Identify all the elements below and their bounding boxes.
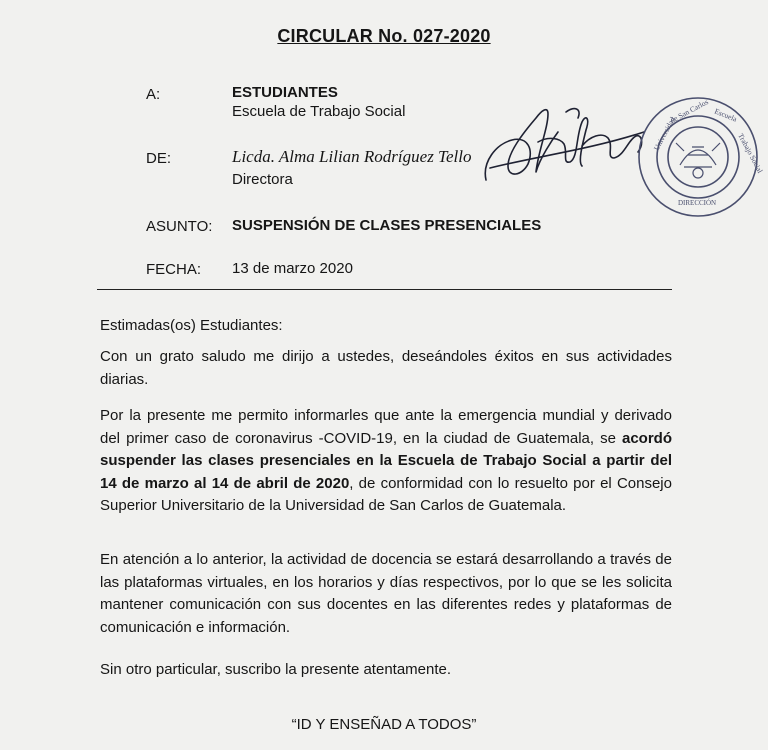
- paragraph-2-emphasis: acordó suspender las clases presenciales en la Escuela de Trabajo Social a partir del 14 de marzo al 14 de abril de 2020: [100, 429, 672, 492]
- paragraph-2-text: Por la presente me permito informarles que ante la emergencia mundial y derivado del primer caso de coronavirus -COVID-19, en la ciudad de Guatemala, se: [100, 407, 672, 447]
- date-label: FECHA:: [146, 261, 202, 278]
- paragraph-2: [100, 405, 672, 518]
- paragraph-3: En atención a lo anterior, la actividad de docencia se estará desarrollando a través de las plataformas virtuales, en los horarios y días respectivos, por lo que se les solicita mantener comunicación con sus docentes en las diferentes redes y plataformas de comunicación e información.: [100, 551, 672, 636]
- svg-text:DIRECCIÓN: DIRECCIÓN: [678, 199, 717, 207]
- subject-value: SUSPENSIÓN DE CLASES PRESENCIALES: [232, 217, 542, 234]
- circular-title: CIRCULAR No. 027-2020: [277, 26, 491, 46]
- motto: “ID Y ENSEÑAD A TODOS”: [291, 716, 477, 733]
- header-divider: [97, 289, 672, 290]
- to-org: Escuela de Trabajo Social: [232, 103, 406, 120]
- svg-text:de San Carlos: de San Carlos: [668, 97, 710, 125]
- date-value: 13 de marzo 2020: [232, 260, 353, 277]
- svg-text:Universidad: Universidad: [651, 115, 677, 152]
- salutation: Estimadas(os) Estudiantes:: [100, 317, 283, 334]
- paragraph-2-text-end: , de conformidad con lo resuelto por el Consejo Superior Universitario de la Universidad de San Carlos de Guatemala.: [100, 474, 672, 514]
- svg-text:Trabajo Social: Trabajo Social: [736, 131, 765, 175]
- paragraph-1: Con un grato saludo me dirijo a ustedes, deseándoles éxitos en sus actividades diarias.: [100, 348, 672, 388]
- to-name: ESTUDIANTES: [232, 84, 338, 101]
- closing-line: Sin otro particular, suscribo la presente atentamente.: [100, 661, 452, 678]
- from-name: Licda. Alma Lilian Rodríguez Tello: [232, 147, 472, 166]
- from-title: Directora: [232, 171, 293, 188]
- signature-image: [478, 92, 648, 192]
- direccion-seal-image: [636, 95, 765, 219]
- to-label: A:: [146, 86, 161, 103]
- subject-label: ASUNTO:: [146, 218, 213, 235]
- from-label: DE:: [146, 150, 172, 167]
- svg-text:Escuela: Escuela: [713, 106, 739, 124]
